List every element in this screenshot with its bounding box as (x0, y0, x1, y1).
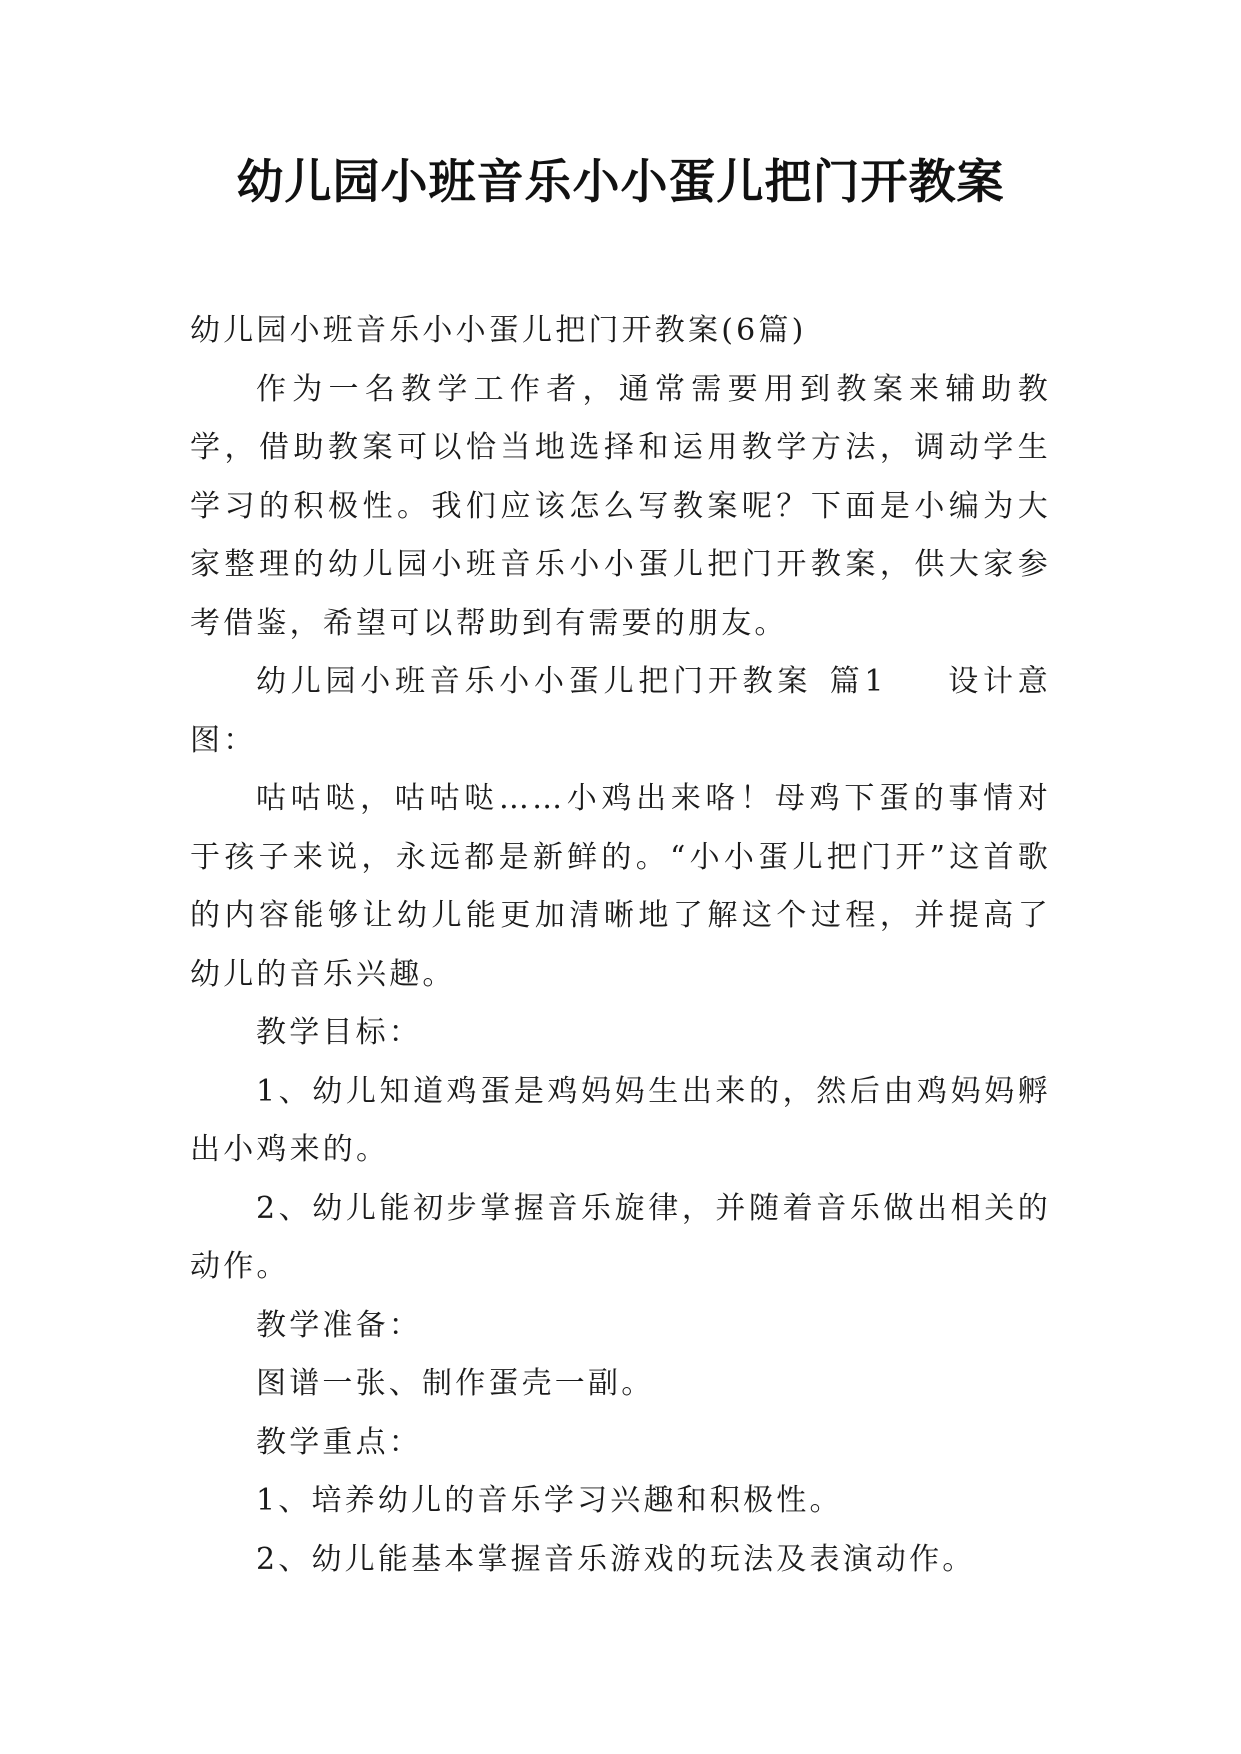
subtitle-paragraph: 幼儿园小班音乐小小蛋儿把门开教案(6篇) (190, 313, 807, 348)
document-title: 幼儿园小班音乐小小蛋儿把门开教案 (236, 155, 1005, 210)
design-intent-label: 设计意图： (190, 664, 1051, 758)
section-label: 篇1 (828, 664, 887, 699)
document-body (190, 302, 1051, 1589)
prep-heading: 教学准备： (256, 1307, 422, 1343)
goals-heading: 教学目标： (256, 1015, 422, 1050)
intro-paragraph: 作为一名教学工作者，通常需要用到教案来辅助教学，借助教案可以恰当地选择和运用教学方法，调动学生学习的积极性。我们应该怎么写教案呢？下面是小编为大家整理的幼儿园小班音乐小小蛋儿把门开教案，供大家参考借鉴，希望可以帮助到有需要的朋友。 (190, 371, 1051, 641)
focus-heading: 教学重点： (256, 1424, 422, 1460)
design-intent-paragraph: 咕咕哒，咕咕哒……小鸡出来咯！母鸡下蛋的事情对于孩子来说，永远都是新鲜的。“小小蛋儿把门开”这首歌的内容能够让幼儿能更加清晰地了解这个过程，并提高了幼儿的音乐兴趣。 (190, 781, 1051, 992)
section-heading-paragraph (190, 653, 1051, 770)
prep-paragraph: 图谱一张、制作蛋壳一副。 (256, 1366, 655, 1401)
focus-item: 2、幼儿能基本掌握音乐游戏的玩法及表演动作。 (256, 1541, 976, 1577)
goal-item: 2、幼儿能初步掌握音乐旋律，并随着音乐做出相关的动作。 (190, 1190, 1051, 1284)
section-heading: 幼儿园小班音乐小小蛋儿把门开教案 (256, 664, 813, 699)
goal-item: 1、幼儿知道鸡蛋是鸡妈妈生出来的，然后由鸡妈妈孵出小鸡来的。 (190, 1073, 1051, 1167)
focus-item: 1、培养幼儿的音乐学习兴趣和积极性。 (256, 1483, 843, 1518)
